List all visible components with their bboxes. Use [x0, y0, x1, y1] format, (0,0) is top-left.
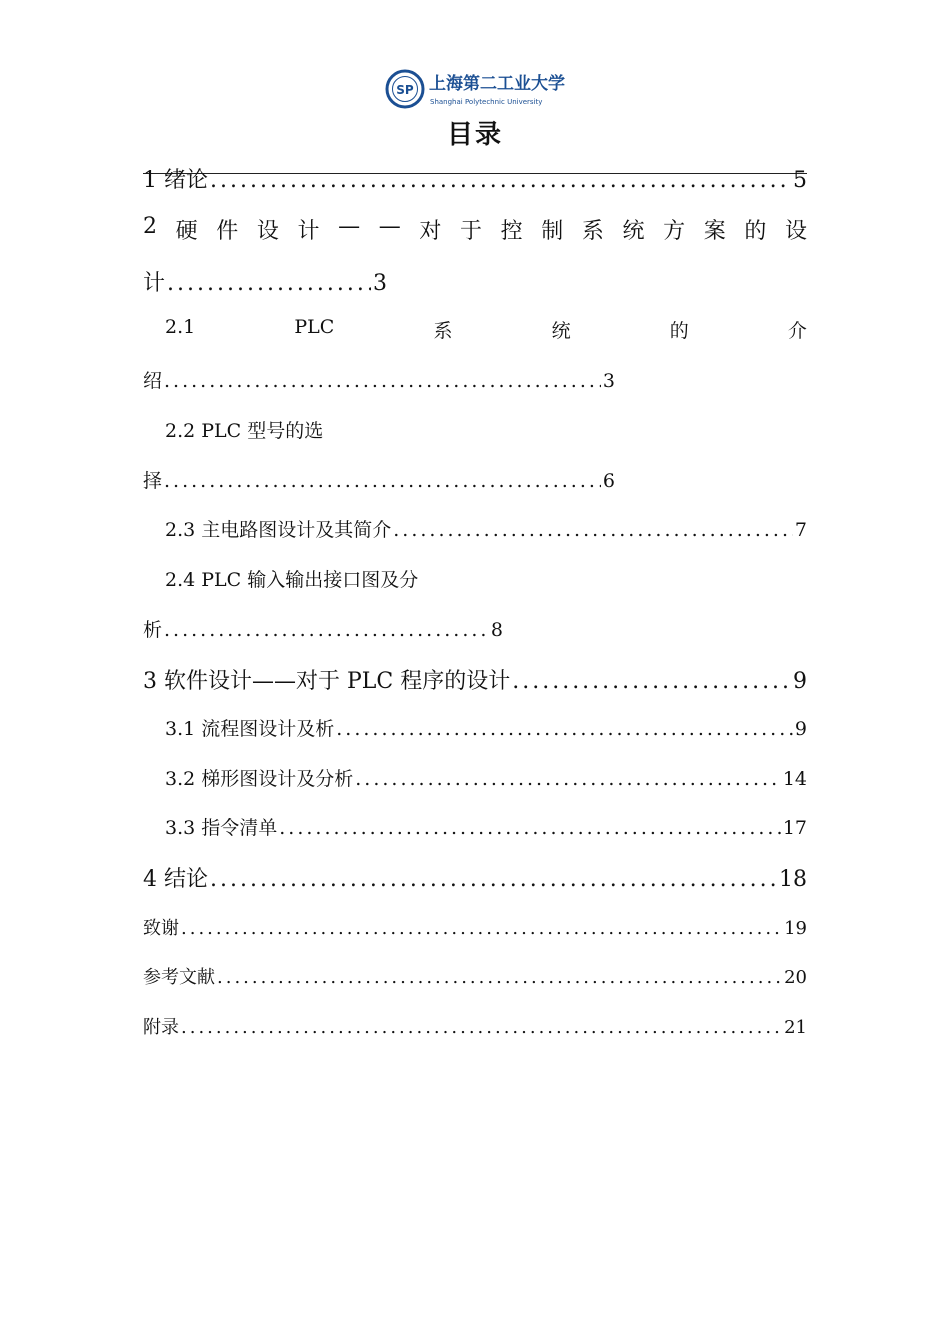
toc-entry-label: 2.3 主电路图设计及其简介	[165, 519, 392, 541]
toc-entry-char: 的	[669, 320, 689, 342]
dot-leader	[217, 967, 782, 988]
toc-entry-page: 17	[782, 817, 807, 839]
toc-entry-char: 的	[744, 219, 767, 244]
toc-entry-label: 参考文献	[143, 967, 215, 988]
toc-entry-1[interactable]	[143, 163, 807, 194]
logo-en: Shanghai Polytechnic University	[430, 98, 543, 106]
toc-entry-char: 统	[551, 320, 571, 342]
toc-entry-char: 介	[787, 320, 807, 342]
dot-leader	[164, 470, 601, 492]
toc-entry-page: 5	[793, 168, 807, 193]
toc-entry-label: 3.2 梯形图设计及分析	[165, 768, 354, 790]
toc-entry-label: 析	[143, 619, 163, 641]
toc-entry-2-1[interactable]	[165, 316, 807, 343]
toc-entry-label: 3 软件设计——对于 PLC 程序的设计	[143, 669, 511, 694]
dot-leader	[336, 718, 793, 740]
toc-entry-char: —	[338, 214, 361, 239]
toc-title: 目录	[446, 120, 503, 150]
toc-entry-char: 件	[216, 219, 239, 244]
toc-entry-char: 系	[581, 219, 604, 244]
toc-entry-char: 硬	[175, 219, 198, 244]
toc-entry-char: 统	[622, 219, 645, 244]
dot-leader	[181, 1017, 782, 1038]
toc-entry-3-2[interactable]	[165, 764, 807, 791]
dot-leader	[279, 817, 781, 839]
toc-entry-page: 18	[779, 867, 807, 892]
toc-entry-page: 9	[793, 669, 807, 694]
toc-entry-page: 3	[373, 271, 387, 296]
toc-entry-char: —	[378, 214, 401, 239]
toc-entry-page: 8	[490, 619, 503, 641]
toc-entry-label: 2.4 PLC 输入输出接口图及分	[165, 569, 419, 591]
toc-entry-2[interactable]	[143, 214, 807, 245]
toc-entry-2-3[interactable]	[165, 515, 807, 542]
toc-entry-label: 4 结论	[143, 867, 208, 892]
toc-entry-char: 计	[297, 219, 320, 244]
dot-leader	[393, 519, 793, 541]
toc-entry-label: 1 绪论	[143, 168, 208, 193]
logo-mark: SP	[396, 83, 414, 97]
dot-leader	[210, 867, 777, 892]
toc-entry-char: 设	[256, 219, 279, 244]
dot-leader	[164, 619, 489, 641]
toc-entry-4[interactable]	[143, 862, 807, 893]
dot-leader	[512, 669, 791, 694]
toc-entry-references[interactable]	[143, 963, 807, 989]
toc-entry-label: 计	[143, 271, 166, 296]
dot-leader	[167, 271, 371, 296]
toc-entry-2-1-cont[interactable]	[143, 366, 615, 393]
toc-entry-appendix[interactable]	[143, 1013, 807, 1039]
toc-entry-page: 14	[782, 768, 807, 790]
dot-leader	[181, 918, 782, 939]
toc-entry-label: 绍	[143, 370, 163, 392]
toc-entry-label: 3.1 流程图设计及析	[165, 718, 335, 740]
toc-entry-char: 于	[459, 219, 482, 244]
toc-entry-char: 制	[541, 219, 564, 244]
toc-entry-2-2[interactable]	[165, 416, 465, 443]
toc-entry-acknowledgements[interactable]	[143, 914, 807, 940]
toc-entry-char: 案	[703, 219, 726, 244]
toc-entry-char: 控	[500, 219, 523, 244]
dot-leader	[210, 168, 791, 193]
toc-entry-3-1[interactable]	[165, 714, 807, 741]
university-logo	[385, 66, 565, 112]
dot-leader	[164, 370, 601, 392]
toc-entry-2-2-cont[interactable]	[143, 466, 615, 493]
toc-entry-page: 7	[794, 519, 807, 541]
toc-entry-char: 对	[419, 219, 442, 244]
toc-entry-label: 附录	[143, 1017, 179, 1038]
toc-entry-3[interactable]	[143, 664, 807, 695]
toc-entry-label: 择	[143, 470, 163, 492]
page-header	[0, 60, 950, 112]
toc-entry-char: 2	[143, 214, 157, 239]
toc-entry-3-3[interactable]	[165, 813, 807, 840]
logo-cn: 上海第二工业大学	[429, 74, 565, 94]
toc-entry-page: 6	[602, 470, 615, 492]
toc-entry-char: 2.1	[165, 316, 196, 338]
dot-leader	[355, 768, 781, 790]
toc-entry-2-4-cont[interactable]	[143, 615, 503, 642]
toc-entry-label: 致谢	[143, 918, 179, 939]
toc-entry-label: 2.2 PLC 型号的选	[165, 420, 324, 442]
toc-entry-char: 设	[784, 219, 807, 244]
toc-entry-2-cont[interactable]	[143, 266, 387, 297]
toc-entry-char: 系	[433, 320, 453, 342]
toc-entry-page: 20	[784, 967, 807, 988]
toc-entry-page: 9	[794, 718, 807, 740]
toc-entry-2-4[interactable]	[165, 565, 485, 592]
toc-entry-page: 3	[602, 370, 615, 392]
toc-entry-page: 21	[784, 1017, 807, 1038]
toc-entry-char: PLC	[294, 316, 335, 338]
toc-entry-label: 3.3 指令清单	[165, 817, 278, 839]
toc-entry-page: 19	[784, 918, 807, 939]
toc-entry-char: 方	[663, 219, 686, 244]
